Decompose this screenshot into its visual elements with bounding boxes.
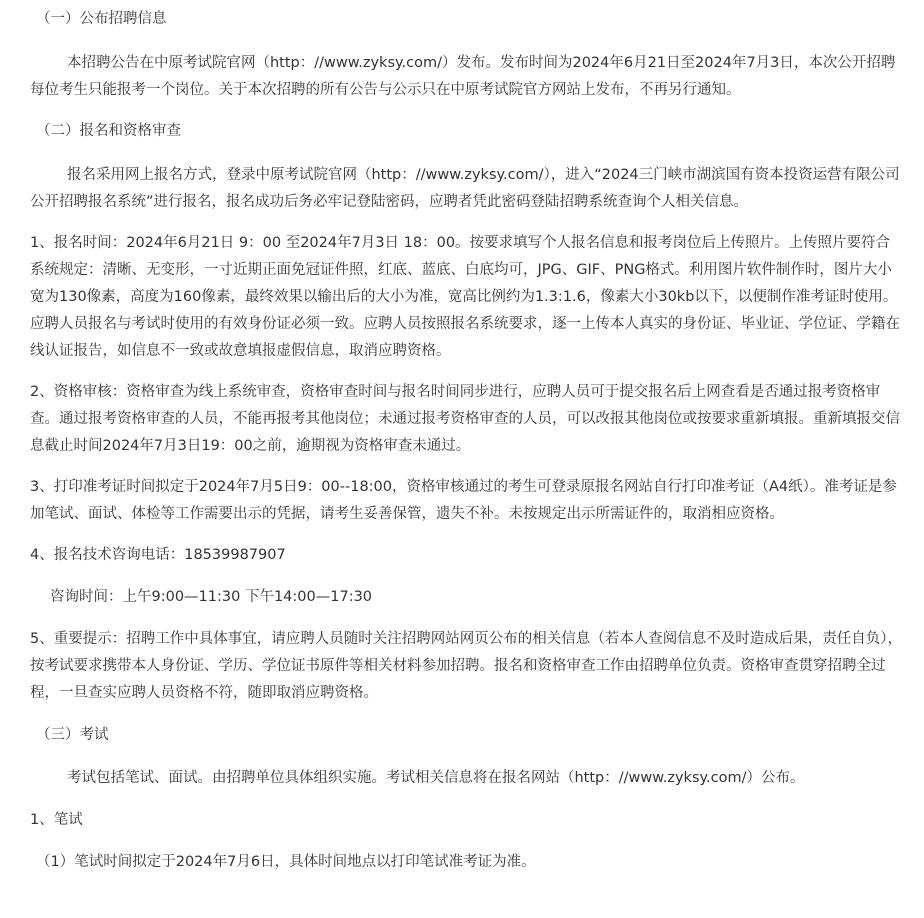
registration-time-paragraph: 1、报名时间：2024年6月21日 9：00 至2024年7月3日 18：00。按要求填写个人报名信息和报考岗位后上传照片。上传照片要符合系统规定：清晰、无变形，一寸近期正面免冠证件照，红底、蓝底、白底均可，JPG、GIF、PNG格式。利用图片软件制作时，图片大小宽为130像素，高度为160像素，最终效果以输出后的大小为准，宽高比例约为1.3:1.6，像素大小30kb以下，以便制作准考证时使用。应聘人员报名与考试时使用的有效身份证必须一致。应聘人员按照报名系统要求，逐一上传本人真实的身份证、毕业证、学位证、学籍在线认证报告，如信息不一致或故意填报虚假信息，取消应聘资格。 [30, 235, 900, 359]
important-notice-paragraph: 5、重要提示：招聘工作中具体事宜，请应聘人员随时关注招聘网站网页公布的相关信息（若本人查阅信息不及时造成后果，责任自负），按考试要求携带本人身份证、学历、学位证书原件等相关材料参加招聘。报名和资格审查工作由招聘单位负责。资格审查贯穿招聘全过程，一旦查实应聘人员资格不符，随即取消应聘资格。 [30, 631, 902, 701]
admission-ticket-paragraph: 3、打印准考证时间拟定于2024年7月5日9：00--18:00，资格审核通过的考生可登录原报名网站自行打印准考证（A4纸）。准考证是参加笔试、面试、体检等工作需要出示的凭据，请考生妥善保管，遗失不补。未按规定出示所需证件的，取消相应资格。 [30, 479, 897, 522]
section2-intro-paragraph: 报名采用网上报名方式，登录中原考试院官网（http：//www.zyksy.com/），进入“2024三门峡市湖滨国有资本投资运营有限公司公开招聘报名系统”进行报名，报名成功后务必牢记登陆密码，应聘者凭此密码登陆招聘系统查询个人相关信息。 [30, 167, 900, 210]
section2-heading: （二）报名和资格审查 [36, 123, 181, 139]
consultation-phone-paragraph: 4、报名技术咨询电话：18539987907 [30, 547, 286, 563]
consultation-hours-paragraph: 咨询时间：上午9:00—11:30 下午14:00—17:30 [50, 589, 373, 605]
section1-paragraph: 本招聘公告在中原考试院官网（http：//www.zyksy.com/）发布。发布时间为2024年6月21日至2024年7月3日，本次公开招聘每位考生只能报考一个岗位。关于本次招聘的所有公告与公示只在中原考试院官方网站上发布，不再另行通知。 [30, 55, 896, 98]
section1-heading: （一）公布招聘信息 [36, 11, 167, 27]
written-exam-heading: 1、笔试 [30, 812, 83, 828]
written-exam-item: （1）笔试时间拟定于2024年7月6日，具体时间地点以打印笔试准考证为准。 [36, 854, 536, 870]
section3-heading: （三）考试 [36, 727, 109, 743]
qualification-review-paragraph: 2、资格审核：资格审查为线上系统审查，资格审查时间与报名时间同步进行，应聘人员可于提交报名后上网查看是否通过报考资格审查。通过报考资格审查的人员，不能再报考其他岗位；未通过报考资格审查的人员，可以改报其他岗位或按要求重新填报。重新填报交信息截止时间2024年7月3日19：00之前，逾期视为资格审查未通过。 [30, 384, 900, 454]
section3-paragraph: 考试包括笔试、面试。由招聘单位具体组织实施。考试相关信息将在报名网站（http：//www.zyksy.com/）公布。 [66, 770, 805, 786]
